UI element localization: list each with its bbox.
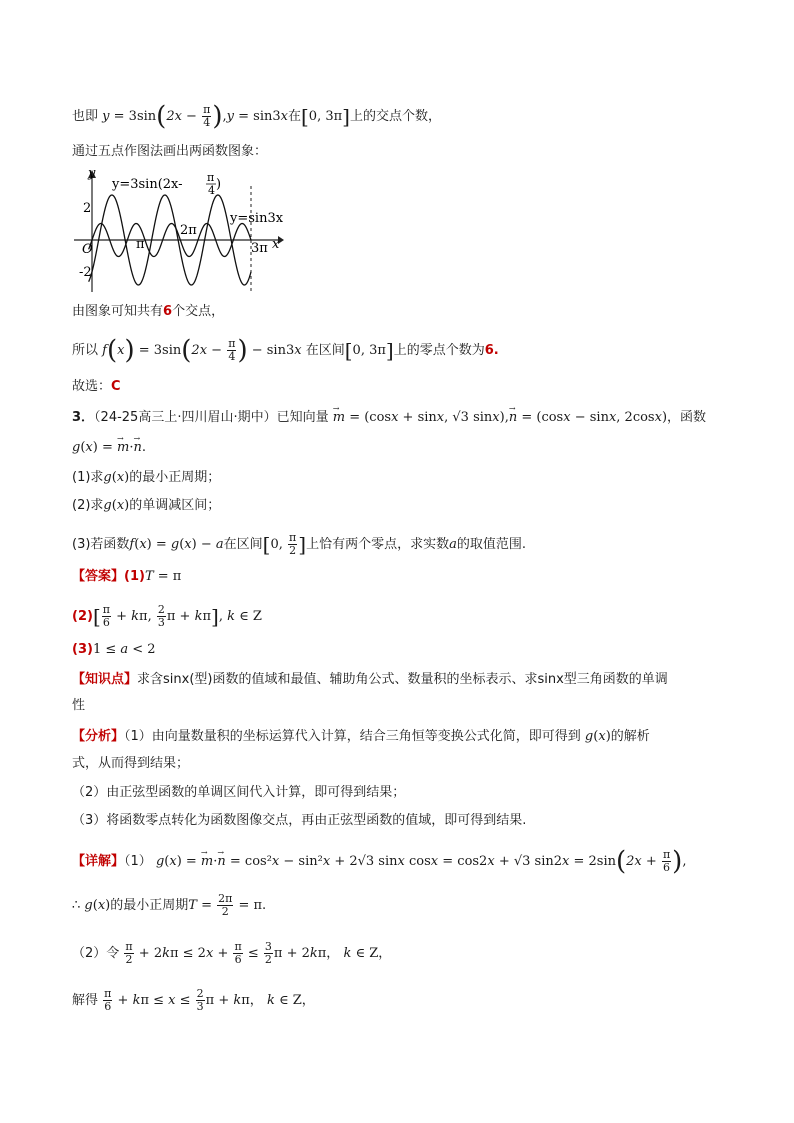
- line-intersection-count: 也即 y = 3sin(2x − $\frac{\pi}{4}$ ),y = sin3x在[0, 3π]上的交点个数，: [72, 101, 441, 132]
- y-axis-label: y: [88, 166, 96, 181]
- answer-1: 【答案】(1)T = π: [72, 569, 182, 584]
- detail-2: （2）令 $\frac{\pi}{2}$ + 2kπ ≤ 2x + $\frac{\pi}{6}$ ≤ $\frac{3}{2}$ π + 2kπ， k ∈ Z，: [72, 940, 392, 966]
- line-choice: 故选：C: [72, 379, 121, 394]
- question-3-g-def: g(x) = → m·→ n.: [72, 438, 146, 458]
- tick-3pi: 3π: [251, 241, 268, 256]
- knowledge-points-2: 性: [72, 698, 86, 713]
- label-f: y=3sin(2x-: [112, 177, 183, 192]
- detail-3: 解得 $\frac{\pi}{6}$ + kπ ≤ x ≤ $\frac{2}{3}$ π + kπ， k ∈ Z，: [72, 987, 315, 1013]
- line-six-points: 由图象可知共有6个交点，: [72, 304, 225, 319]
- x-axis-label: x: [272, 237, 280, 252]
- tick-pi: π: [136, 237, 145, 252]
- answer-2: (2)[ $\frac{\pi}{6}$ + kπ, $\frac{2}{3}$ π + kπ], k ∈ Z: [72, 603, 262, 629]
- part-1: (1)求g(x)的最小正周期；: [72, 470, 221, 485]
- analysis-1: 【分析】（1）由向量数量积的坐标运算代入计算，结合三角恒等变换公式化简，即可得到 g(x)的解析: [72, 729, 650, 744]
- tick-neg2: -2: [79, 265, 92, 280]
- knowledge-points: 【知识点】求含sinx(型)函数的值域和最值、辅助角公式、数量积的坐标表示、求sinx型三角函数的单调: [72, 672, 668, 687]
- label-g: y=sin3x: [230, 211, 284, 226]
- label-f-den: 4: [208, 184, 215, 197]
- detail-1: 【详解】（1） g(x) = → m·→ n = cos²x − sin²x + 2√3 sinx cosx = cos2x + √3 sin2x = 2sin(2x + $\frac{\pi}{6}$ ),: [72, 849, 686, 874]
- tick-2: 2: [83, 201, 92, 216]
- part-3: (3)若函数f(x) = g(x) − a在区间[0, $\frac{\pi}{2}$ ]上恰有两个零点，求实数a的取值范围.: [72, 531, 526, 557]
- label-f-close: ): [216, 177, 222, 192]
- answer-3: (3)1 ≤ a < 2: [72, 642, 156, 657]
- line-five-point: 通过五点作图法画出两函数图象：: [72, 144, 268, 159]
- math-expr: y: [102, 109, 110, 124]
- analysis-2: 式，从而得到结果；: [72, 756, 190, 771]
- part-2: (2)求g(x)的单调减区间；: [72, 498, 221, 513]
- origin-label: O: [82, 242, 93, 257]
- question-3-stem: 3．（24-25高三上·四川眉山·期中）已知向量 → m = (cosx + sinx, √3 sinx),→ n = (cosx − sinx, 2cosx)，函数: [72, 408, 706, 428]
- analysis-3: （2）由正弦型函数的单调区间代入计算，即可得到结果；: [72, 785, 406, 800]
- label-f-frac: π: [207, 171, 215, 184]
- fraction: $\frac{\pi}{4}$: [203, 103, 211, 129]
- function-graph: [70, 166, 290, 296]
- tick-2pi: 2π: [180, 223, 197, 238]
- line-zero-count: 所以 f(x) = 3sin(2x − $\frac{\pi}{4}$ ) − sin3x 在区间[0, 3π]上的零点个数为6.: [72, 335, 499, 366]
- detail-period: ∴ g(x)的最小正周期T = $\frac{2\pi}{2}$ = π.: [72, 892, 267, 918]
- analysis-4: （3）将函数零点转化为函数图像交点，再由正弦型函数的值域，即可得到结果.: [72, 813, 527, 828]
